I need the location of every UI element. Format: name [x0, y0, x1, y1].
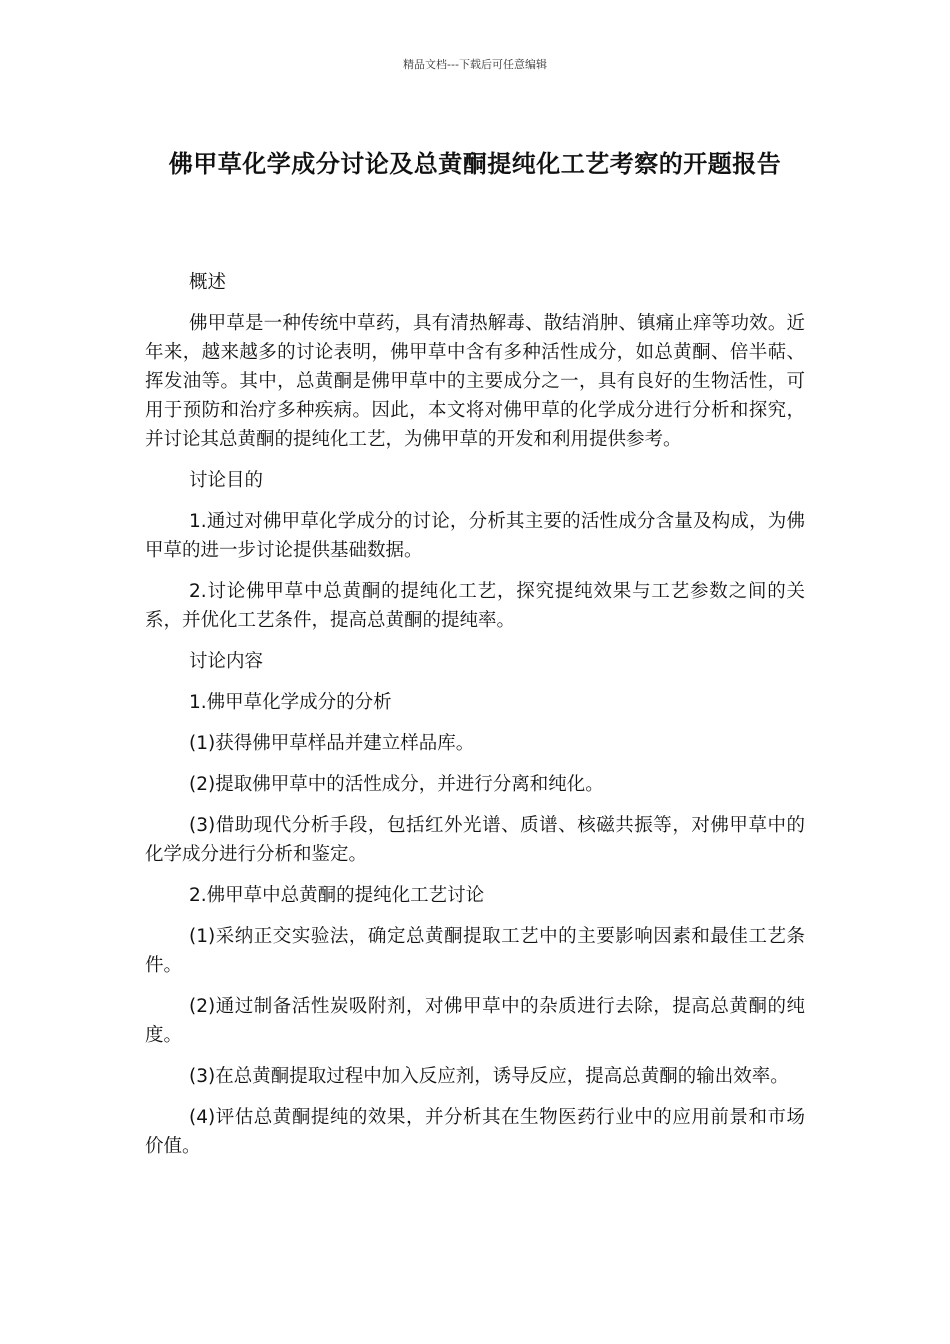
list-item-analysis-3: (3)借助现代分析手段，包括红外光谱、质谱、核磁共振等，对佛甲草中的化学成分进行分析和鉴定。 — [145, 815, 805, 865]
list-item-purification-2: (2)通过制备活性炭吸附剂，对佛甲草中的杂质进行去除，提高总黄酮的纯度。 — [145, 996, 805, 1046]
subheading-purification: 2.佛甲草中总黄酮的提纯化工艺讨论 — [189, 885, 485, 906]
subheading-chemical-analysis: 1.佛甲草化学成分的分析 — [189, 692, 392, 713]
list-item-purification-3: (3)在总黄酮提取过程中加入反应剂，诱导反应，提高总黄酮的输出效率。 — [189, 1066, 789, 1087]
section-heading-content: 讨论内容 — [189, 651, 264, 672]
paragraph-purpose-1: 1.通过对佛甲草化学成分的讨论，分析其主要的活性成分含量及构成，为佛甲草的进一步讨论提供基础数据。 — [145, 511, 805, 561]
page-header: 精品文档---下载后可任意编辑 — [403, 58, 547, 71]
list-item-purification-4: (4)评估总黄酮提纯的效果，并分析其在生物医药行业中的应用前景和市场价值。 — [145, 1107, 805, 1157]
list-item-analysis-2: (2)提取佛甲草中的活性成分，并进行分离和纯化。 — [189, 774, 604, 795]
paragraph-purpose-2: 2.讨论佛甲草中总黄酮的提纯化工艺，探究提纯效果与工艺参数之间的关系，并优化工艺条件，提高总黄酮的提纯率。 — [145, 581, 805, 631]
section-heading-overview: 概述 — [189, 272, 227, 293]
list-item-purification-1: (1)采纳正交实验法，确定总黄酮提取工艺中的主要影响因素和最佳工艺条件。 — [145, 926, 805, 976]
document-title: 佛甲草化学成分讨论及总黄酮提纯化工艺考察的开题报告 — [168, 150, 782, 178]
paragraph-overview: 佛甲草是一种传统中草药，具有清热解毒、散结消肿、镇痛止痒等功效。近年来，越来越多的讨论表明，佛甲草中含有多种活性成分，如总黄酮、倍半萜、挥发油等。其中，总黄酮是佛甲草中的主要成分之一，具有良好的生物活性，可用于预防和治疗多种疾病。因此，本文将对佛甲草的化学成分进行分析和探究，并讨论其总黄酮的提纯化工艺，为佛甲草的开发和利用提供参考。 — [145, 313, 805, 450]
list-item-analysis-1: (1)获得佛甲草样品并建立样品库。 — [189, 733, 475, 754]
document-body — [145, 268, 805, 1173]
section-heading-purpose: 讨论目的 — [189, 470, 264, 491]
